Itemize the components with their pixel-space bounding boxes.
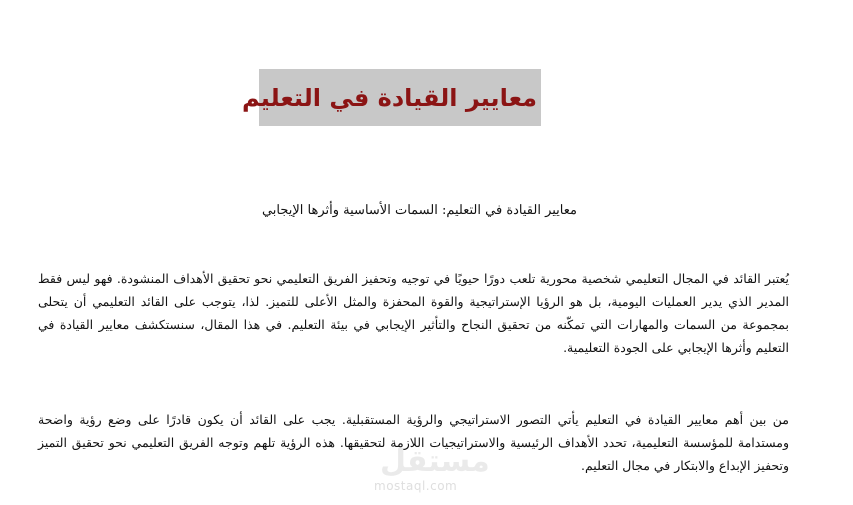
title-banner (241, 69, 541, 126)
mostaql-logo-icon: مستقل (380, 444, 490, 479)
page-title: معايير القيادة في التعليم (241, 83, 537, 112)
watermark-domain: mostaql.com (374, 479, 458, 493)
paragraph-vision: من بين أهم معايير القيادة في التعليم يأتي التصور الاستراتيجي والرؤية المستقبلية. يجب على القائد أن يكون قادرًا على وضع رؤية واضحة ومستدامة للمؤسسة التعليمية، تحدد الأهداف الرئيسية والاستراتيجيات اللازمة لتحقيقها. هذه الرؤية تلهم وتوجه الفريق التعليمي نحو تحقيق التميز وتحفيز الإبداع والابتكار في مجال التعليم. (38, 412, 789, 473)
article-subtitle: معايير القيادة في التعليم: السمات الأساسية وأثرها الإيجابي (261, 203, 577, 218)
paragraph-intro: يُعتبر القائد في المجال التعليمي شخصية محورية تلعب دورًا حيويًا في توجيه وتحفيز الفريق التعليمي نحو تحقيق الأهداف المنشودة. فهو ليس فقط المدير الذي يدير العمليات اليومية، بل هو الرؤيا الإستراتيجية والقوة المحفزة والمثل الأعلى للتميز. لذا، يتوجب على القائد التعليمي أن يتحلى بمجموعة من السمات والمهارات التي تمكّنه من تحقيق النجاح والتأثير الإيجابي في بيئة التعليم. في هذا المقال، سنستكشف معايير القيادة في التعليم وأثرها الإيجابي على الجودة التعليمية. (38, 271, 789, 355)
